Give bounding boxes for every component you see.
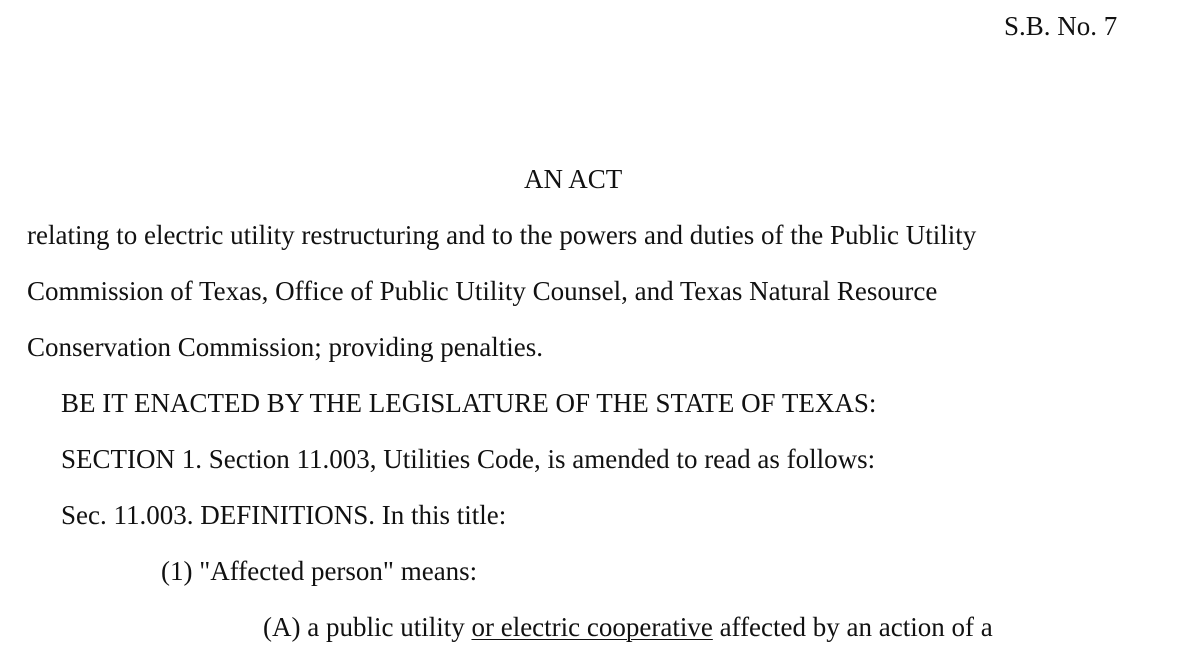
inserted-text: or electric cooperative <box>471 612 713 642</box>
caption-line: relating to electric utility restructuring and to the powers and duties of the Public Utility <box>27 220 977 250</box>
definition-1a-suffix: affected by an action of a <box>712 612 993 642</box>
enacting-clause: BE IT ENACTED BY THE LEGISLATURE OF THE STATE OF TEXAS: <box>61 388 877 418</box>
caption-line: Conservation Commission; providing penalties. <box>27 332 543 362</box>
section-1-text: SECTION 1. Section 11.003, Utilities Code, is amended to read as follows: <box>61 444 876 474</box>
bill-number: S.B. No. 7 <box>1004 11 1118 41</box>
definition-1: (1) "Affected person" means: <box>161 556 478 586</box>
section-heading: Sec. 11.003. DEFINITIONS. In this title: <box>61 500 507 530</box>
definition-1a-prefix: (A) a public utility <box>263 612 472 642</box>
definition-1a <box>263 614 993 641</box>
caption-line: Commission of Texas, Office of Public Utility Counsel, and Texas Natural Resource <box>27 276 938 306</box>
act-title: AN ACT <box>524 164 623 194</box>
